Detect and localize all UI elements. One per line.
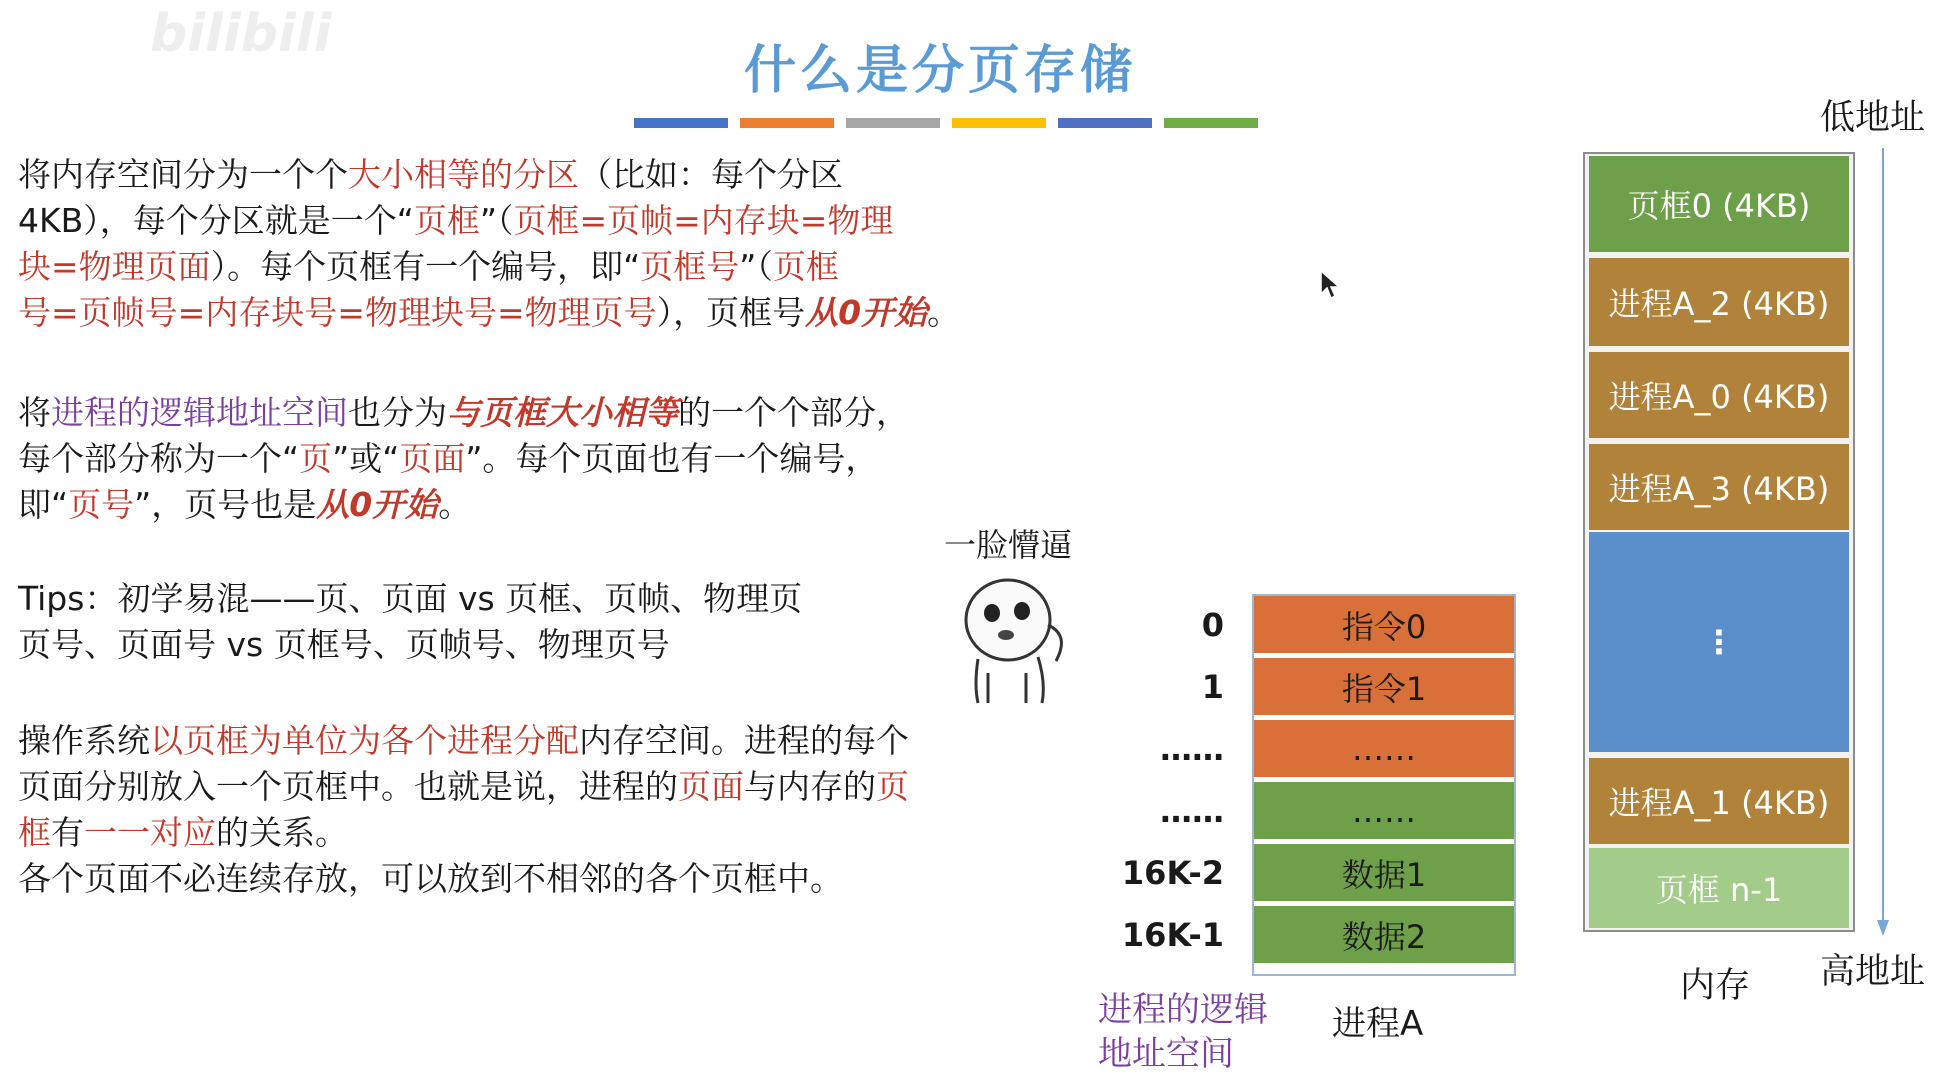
caption-line: 地址空间 <box>1098 1034 1234 1074</box>
text: 页面分别放入一个页框中。也就是说，进程的 <box>18 767 678 806</box>
memory-caption: 内存 <box>1680 966 1751 1006</box>
process-name-caption: 进程A <box>1332 1004 1424 1044</box>
paragraph-pages <box>18 390 909 528</box>
highlight-text: 页框=页帧=内存块=物理 <box>513 201 894 240</box>
text: 将 <box>18 393 51 432</box>
address-label: 0 <box>1201 606 1224 644</box>
para2-line2 <box>18 436 909 482</box>
paragraph-page-frame <box>18 152 960 336</box>
memory-frame-block: 进程A_2 (4KB) <box>1589 258 1849 346</box>
text: 每个部分称为一个“ <box>18 439 300 478</box>
process-page-row: …… <box>1254 720 1514 780</box>
para3-line2 <box>18 764 909 810</box>
tips-line2: 页号、页面号 vs 页框号、页帧号、物理页号 <box>18 625 670 664</box>
emphasis-text: 从0开始 <box>805 293 928 332</box>
process-page-row: 指令1 <box>1254 658 1514 718</box>
text: ）。每个页框有一个编号，即“ <box>210 247 641 286</box>
text: ”。每个页面也有一个编号， <box>465 439 879 478</box>
highlight-text: 页框 <box>413 201 480 240</box>
memory-frame-block: 进程A_0 (4KB) <box>1589 352 1849 438</box>
para3-line3 <box>18 810 909 856</box>
highlight-text: 页面 <box>678 767 744 806</box>
text: ”，页号也是 <box>134 485 317 524</box>
text: 与内存的 <box>744 767 876 806</box>
text: 。 <box>927 293 961 332</box>
text: 的关系。 <box>216 813 348 852</box>
highlight-text: 页 <box>876 767 909 806</box>
meme-caption: 一脸懵逼 <box>944 526 1073 564</box>
text: 。 <box>438 485 472 524</box>
para3-line4: 各个页面不必连续存放，可以放到不相邻的各个页框中。 <box>18 859 843 898</box>
para1-line1 <box>18 152 960 198</box>
highlight-text: 大小相等的分区 <box>348 155 579 194</box>
address-label: …… <box>1160 730 1224 768</box>
text: （比如：每个分区 <box>579 155 843 194</box>
highlight-text: 页号 <box>68 485 135 524</box>
para1-line4 <box>18 290 960 336</box>
para2-line1 <box>18 390 909 436</box>
text: ”（ <box>739 247 773 286</box>
para1-line3 <box>18 244 960 290</box>
highlight-text: 号=页帧号=内存块号=物理块号=物理页号 <box>18 293 657 332</box>
color-segment <box>740 118 834 128</box>
logical-address-space-caption <box>1098 988 1268 1076</box>
highlight-text: 进程的逻辑地址空间 <box>51 393 348 432</box>
caption-line: 进程的逻辑 <box>1098 990 1268 1030</box>
memory-ellipsis-region: ⋮ <box>1589 532 1849 752</box>
text: 也分为 <box>348 393 447 432</box>
text: ），页框号 <box>656 293 806 332</box>
text: ”或“ <box>332 439 400 478</box>
memory-frame-block: 进程A_1 (4KB) <box>1589 758 1849 844</box>
text: 即“ <box>18 485 69 524</box>
text: 有 <box>51 813 84 852</box>
highlight-text: 页框号 <box>640 247 740 286</box>
tips-block <box>18 576 802 668</box>
process-page-row: 数据2 <box>1254 906 1514 966</box>
text: 内存空间。进程的每个 <box>579 721 909 760</box>
process-page-row: 指令0 <box>1254 596 1514 656</box>
memory-column <box>1583 152 1855 932</box>
low-address-label: 低地址 <box>1820 98 1926 138</box>
high-address-label: 高地址 <box>1820 952 1926 992</box>
confused-face-meme-image <box>948 565 1088 705</box>
highlight-text: 页 <box>299 439 333 478</box>
tips-line1: Tips：初学易混——页、页面 vs 页框、页帧、物理页 <box>18 579 803 618</box>
emphasis-text: 与页框大小相等 <box>447 393 678 432</box>
process-page-row: 数据1 <box>1254 844 1514 904</box>
memory-frame-block: 进程A_3 (4KB) <box>1589 444 1849 530</box>
paragraph-allocation <box>18 718 909 902</box>
address-label: 16K-1 <box>1121 916 1224 954</box>
highlight-text: 页框 <box>772 247 839 286</box>
text: 将内存空间分为一个个 <box>18 155 348 194</box>
color-segment <box>1164 118 1258 128</box>
text: ”（ <box>479 201 514 240</box>
highlight-text: 块=物理页面 <box>18 247 211 286</box>
para3-line1 <box>18 718 909 764</box>
para2-line3 <box>18 482 909 528</box>
bilibili-watermark: bilibili <box>150 4 332 64</box>
color-segment <box>1058 118 1152 128</box>
highlight-text: 框 <box>18 813 51 852</box>
address-direction-arrow <box>1876 148 1890 938</box>
color-segment <box>634 118 728 128</box>
text: 的一个个部分， <box>678 393 909 432</box>
text: 4KB），每个分区就是一个“ <box>18 201 414 240</box>
emphasis-text: 从0开始 <box>316 485 439 524</box>
memory-frame-block: 页框 n-1 <box>1589 848 1849 928</box>
highlight-text: 一一对应 <box>84 813 216 852</box>
text: 操作系统 <box>18 721 150 760</box>
color-segment <box>952 118 1046 128</box>
color-segment <box>846 118 940 128</box>
process-page-row: …… <box>1254 782 1514 842</box>
title-underline-color-bar <box>634 118 1258 128</box>
highlight-text: 页面 <box>399 439 466 478</box>
highlight-text: 以页框为单位为各个进程分配 <box>150 721 579 760</box>
address-label: …… <box>1160 792 1224 830</box>
address-label: 1 <box>1201 668 1224 706</box>
slide-title: 什么是分页存储 <box>743 41 1136 101</box>
memory-frame-block: 页框0 (4KB) <box>1589 156 1849 252</box>
para1-line2 <box>18 198 960 244</box>
address-label: 16K-2 <box>1121 854 1224 892</box>
mouse-cursor-icon <box>1320 270 1340 300</box>
